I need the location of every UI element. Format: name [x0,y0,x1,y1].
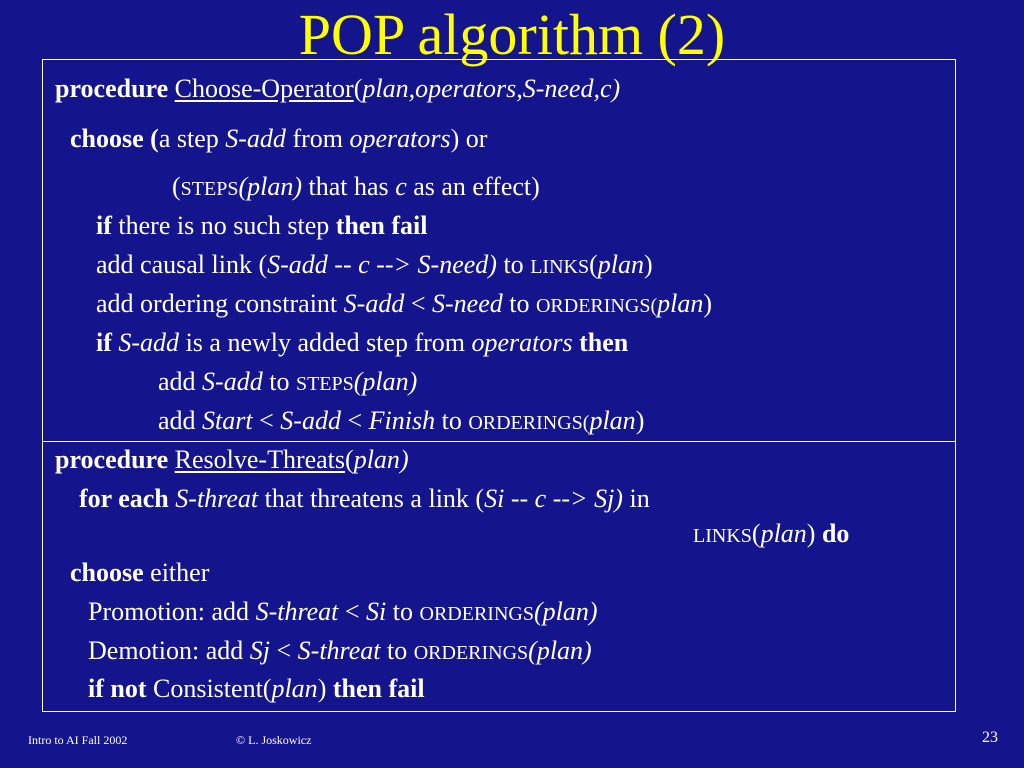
add-start-finish-line: add Start < S-add < Finish to ORDERINGS(plan) [158,406,645,435]
choose-line: choose (a step S-add from operators) or [70,124,488,153]
footer-course: Intro to AI Fall 2002 [28,733,128,747]
for-each-line: for each S-threat that threatens a link (Si -- c --> Sj) in [79,484,650,513]
choose-operator-signature: procedure Choose-Operator(plan,operators,S-need,c) [55,74,621,103]
slide-title: POP algorithm (2) [298,2,726,67]
promotion-line: Promotion: add S-threat < Si to ORDERINGS(plan) [88,597,598,626]
resolve-threats-signature: procedure Resolve-Threats(plan) [55,445,409,474]
add-to-steps-line: add S-add to STEPS(plan) [158,367,418,396]
page-number: 23 [982,729,998,746]
if-not-consistent-line: if not Consistent(plan) then fail [88,674,425,703]
steps-line: (STEPS(plan) that has c as an effect) [172,172,540,201]
if-new-step-line: if S-add is a newly added step from operators then [96,328,629,357]
footer-author: © L. Joskowicz [236,733,312,747]
add-ordering-line: add ordering constraint S-add < S-need to ORDERINGS(plan) [96,289,713,318]
choose-either-line: choose either [70,558,210,587]
links-do-line: LINKS(plan) do [693,519,850,548]
demotion-line: Demotion: add Sj < S-threat to ORDERINGS(plan) [88,636,592,665]
if-no-step-line: if there is no such step then fail [96,211,428,240]
add-causal-link-line: add causal link (S-add -- c --> S-need) to LINKS(plan) [96,250,653,279]
